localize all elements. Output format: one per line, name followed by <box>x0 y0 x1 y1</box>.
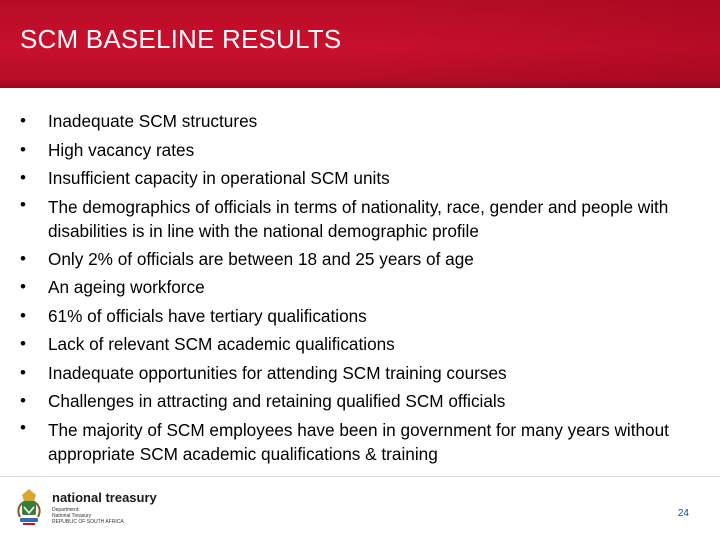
logo-subtitle: Department: National Treasury REPUBLIC OF SOUTH AFRICA <box>52 507 124 525</box>
bullet-point-icon: • <box>20 305 26 325</box>
bullet-item: • 61% of officials have tertiary qualifications <box>20 302 680 331</box>
bullet-item: • The demographics of officials in terms of nationality, race, gender and people with disabilities is in line with the national demographic profile <box>20 194 669 241</box>
bullet-item: • High vacancy rates <box>20 136 680 165</box>
bullet-list <box>20 107 680 468</box>
title-banner <box>0 0 720 88</box>
page-number: 24 <box>677 508 689 519</box>
bullet-item: • Inadequate SCM structures <box>20 107 680 136</box>
bullet-item: • An ageing workforce <box>20 273 680 302</box>
bullet-point-icon: • <box>20 168 26 187</box>
bullet-point-icon: • <box>20 334 26 353</box>
bullet-item: • Insufficient capacity in operational SCM units <box>20 164 680 193</box>
coat-of-arms-icon <box>14 487 44 527</box>
bullet-item: • Challenges in attracting and retaining qualified SCM officials <box>20 387 680 416</box>
bullet-point-icon: • <box>20 194 26 214</box>
bullet-point-icon: • <box>20 248 26 268</box>
national-treasury-logo <box>14 487 214 529</box>
banner-shadow <box>0 80 720 88</box>
bullet-point-icon: • <box>20 111 26 130</box>
bullet-point-icon: • <box>20 277 26 296</box>
banner-decoration <box>341 0 720 88</box>
slide-title: SCM BASELINE RESULTS <box>20 24 342 54</box>
bullet-point-icon: • <box>20 417 26 437</box>
footer-divider <box>0 476 720 477</box>
bullet-point-icon: • <box>20 362 26 382</box>
bullet-item: • Only 2% of officials are between 18 and 25 years of age <box>20 245 680 274</box>
bullet-point-icon: • <box>20 391 26 410</box>
bullet-item: • Lack of relevant SCM academic qualifications <box>20 330 680 359</box>
bullet-item: • Inadequate opportunities for attending SCM training courses <box>20 359 680 388</box>
bullet-point-icon: • <box>20 139 26 159</box>
logo-wordmark: national treasury <box>52 490 157 505</box>
bullet-item: • The majority of SCM employees have been in government for many years without appropriate SCM academic qualifications & training <box>20 417 669 464</box>
